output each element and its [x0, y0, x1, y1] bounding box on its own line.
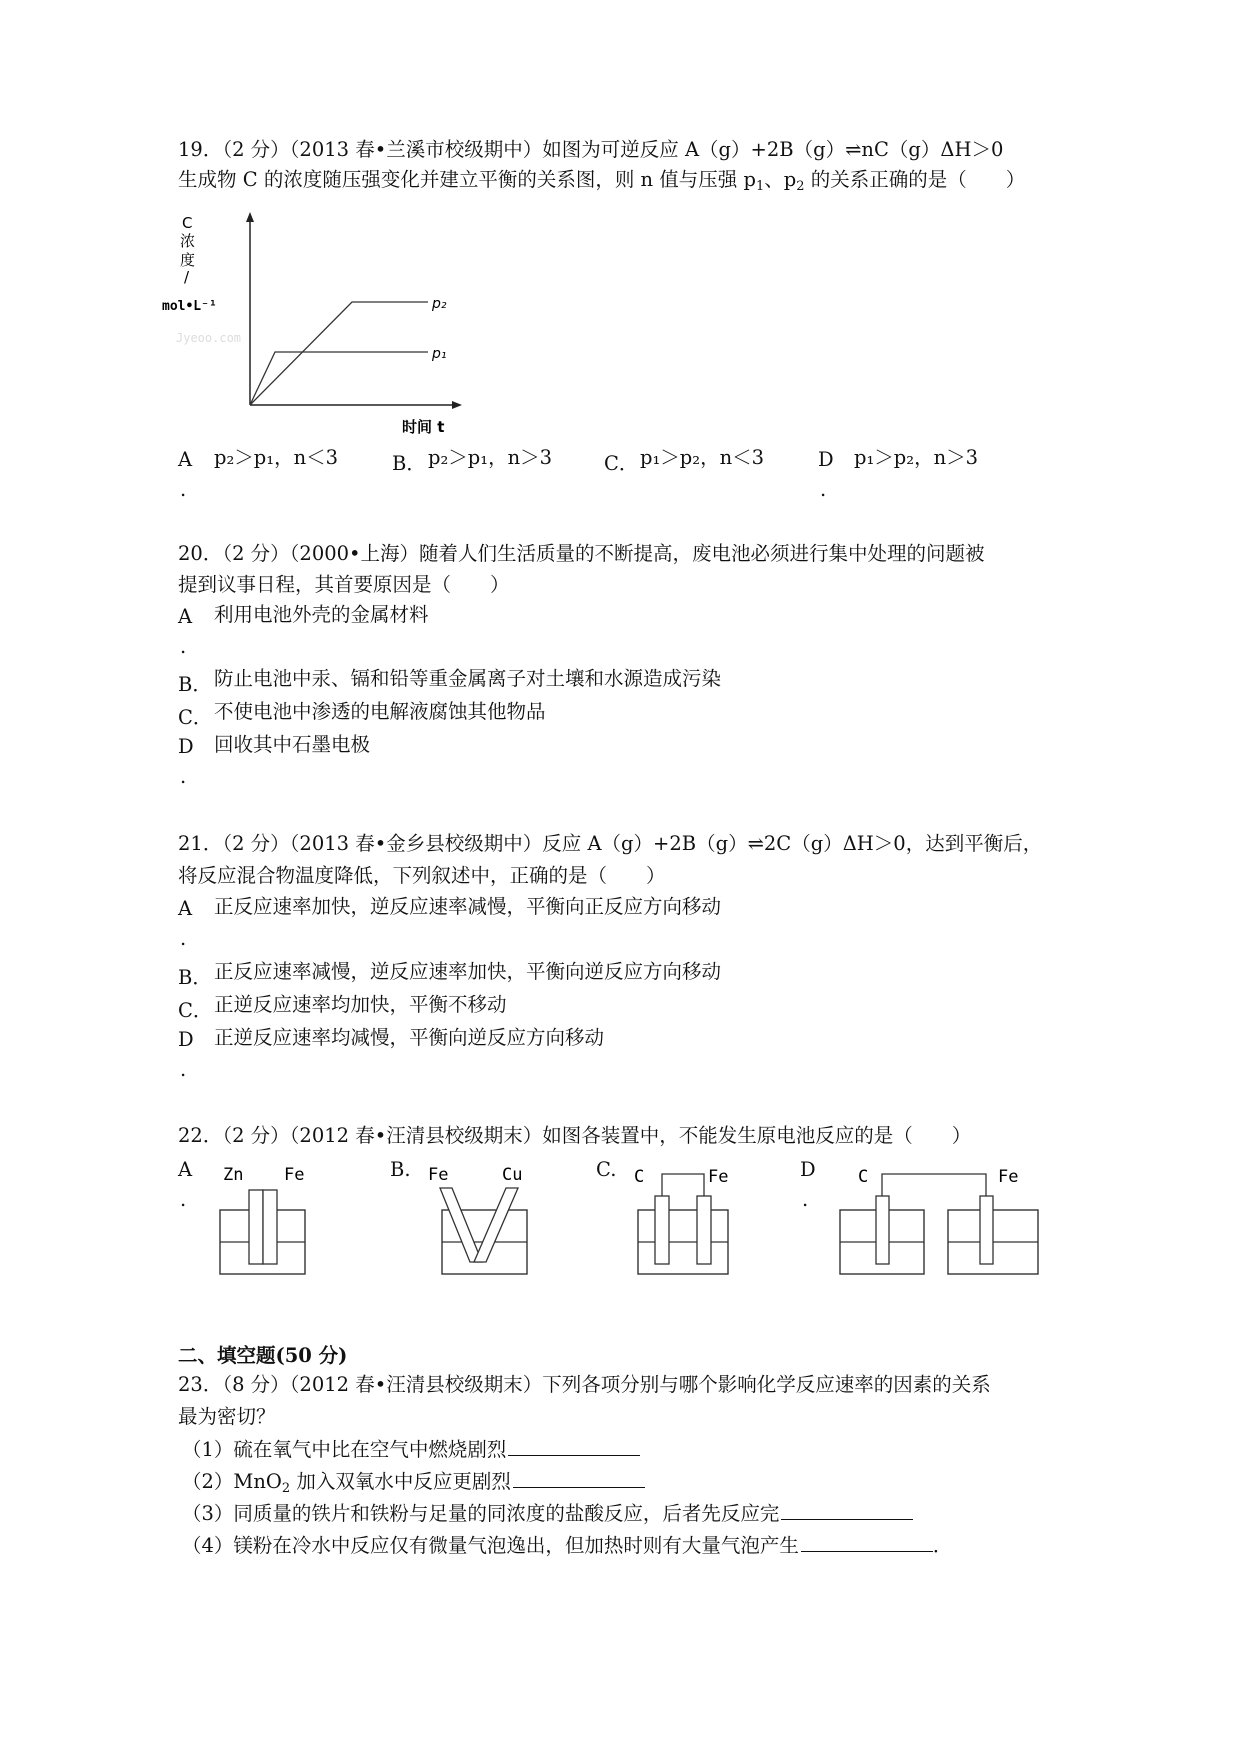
q23-item-3: （3）同质量的铁片和铁粉与足量的同浓度的盐酸反应，后者先反应完 [182, 1499, 913, 1528]
q22-apparatus-d [836, 1160, 1056, 1280]
answer-blank-2[interactable] [513, 1467, 645, 1488]
q23-item-2: （2）MnO$_2$ 加入双氧水中反应更剧烈 [182, 1467, 645, 1503]
y-label-unit: mol•L⁻¹ [162, 299, 217, 314]
electrode-fe [263, 1190, 277, 1264]
connecting-wire [662, 1174, 704, 1196]
q23-stem-line1: 23．（8 分）（2012 春•汪清县校级期末）下列各项分别与哪个影响化学反应速率的因素的关系 [178, 1373, 991, 1396]
electrode-label-c: C [858, 1167, 869, 1187]
electrode-label-c: C [634, 1167, 645, 1187]
y-label-du: 度 [180, 251, 196, 269]
electrode-fe [697, 1196, 711, 1264]
electrode-fe [440, 1188, 482, 1262]
electrode-fe [980, 1196, 993, 1264]
y-label-nong: 浓 [180, 232, 196, 250]
electrode-label-cu: Cu [502, 1165, 523, 1185]
curve-p2 [250, 302, 428, 405]
q23-item-1: （1）硫在氧气中比在空气中燃烧剧烈 [182, 1435, 640, 1464]
electrode-label-fe: Fe [708, 1167, 729, 1187]
answer-blank-3[interactable] [781, 1499, 913, 1520]
x-label: 时间 t [402, 418, 445, 436]
watermark: Jyeoo.com [176, 331, 242, 345]
q19-concentration-graph [162, 210, 470, 440]
electrode-label-fe: Fe [284, 1165, 305, 1185]
q20-stem-line1: 20．（2 分）（2000•上海）随着人们生活质量的不断提高，废电池必须进行集中处理的问题被 [178, 542, 985, 565]
exam-page: 19．（2 分）（2013 春•兰溪市校级期中）如图为可逆反应 A（g）+2B（g）⇌nC（g）ΔH＞0 生成物 C 的浓度随压强变化并建立平衡的关系图，则 n 值与压强 $p_1$、$p_2$ 的关系正确的是（ ） C 浓 度 / mol•L⁻¹ Jyeoo.com p₂ p₁ 时间 t A . p₂＞p₁，n＜3 B． p₂＞p₁，n＞3 C． p₁＞p₂，n＜3 D . p₁＞p₂，n＞3 20．（2 分）（2000•上海）随着人们生活质量的不断提高，废电池必须进行集中处理的问题被 提到议事日程，其首要原因是（ ） A 利用电池外壳的金属材料 . B． 防止电池中汞、镉和铅等重金属离子对土壤和水源造成污染 C． 不使电池中渗透的电解液腐蚀其他物品 D 回收其中石墨电极 . 21．（2 分）（2013 春•金乡县校级期中）反应 A（g）+2B（g）⇌2C（g）ΔH＞0，达到平衡后， 将反应混合物温度降低，下列叙述中，正确的是（ ） A 正反应速率加快，逆反应速率减慢，平衡向正反应方向移动 . B． 正反应速率减慢，逆反应速率加快，平衡向逆反应方向移动 C． 正逆反应速率均加快，平衡不移动 D 正逆反应速率均减慢，平衡向逆反应方向移动 . 22．（2 分）（2012 春•汪清县校级期末）如图各装置中，不能发生原电池反应的是（ ） A . Zn Fe B. Fe Cu C. C Fe D . C Fe 二、填空题(50 分) 23．（8 分）（2012 春•汪清县校级期末）下列各项分别与哪个影响化学反应速率的因素的关系 最为密切？ （1）硫在氧气中比在空气中燃烧剧烈 （2）MnO$_2$ 加入双氧水中反应更剧烈 （3）同质量的铁片和铁粉与足量的同浓度的盐酸反应，后者先反应完 （4）镁粉在冷水中反应仅有微量气泡逸出，但加热时则有大量气泡产生 ． [0, 0, 1241, 1754]
q21-stem-line1: 21．（2 分）（2013 春•金乡县校级期中）反应 A（g）+2B（g）⇌2C（g）ΔH＞0，达到平衡后， [178, 832, 1043, 855]
curve-p1-label: p₁ [432, 346, 447, 362]
q23-stem-line2: 最为密切？ [178, 1405, 276, 1428]
electrode-label-fe: Fe [428, 1165, 449, 1185]
q19-stem-line1: 19．（2 分）（2013 春•兰溪市校级期中）如图为可逆反应 A（g）+2B（g）⇌nC（g）ΔH＞0 [178, 138, 1004, 161]
answer-blank-4[interactable] [801, 1531, 933, 1552]
q22-apparatus-a [210, 1160, 320, 1280]
electrode-label-zn: Zn [223, 1165, 244, 1185]
electrode-label-fe: Fe [998, 1167, 1019, 1187]
electrode-zn [249, 1190, 263, 1264]
electrode-c [655, 1196, 669, 1264]
x-axis-arrow [452, 401, 462, 409]
q22-apparatus-b [420, 1160, 540, 1280]
electrode-c [876, 1196, 889, 1264]
section-heading: 二、填空题(50 分) [178, 1344, 348, 1367]
y-label-slash: / [184, 268, 190, 286]
q22-stem-line1: 22．（2 分）（2012 春•汪清县校级期末）如图各装置中，不能发生原电池反应的是（ ） [178, 1124, 972, 1147]
electrode-cu [474, 1188, 518, 1262]
y-axis-arrow [246, 212, 254, 222]
q20-stem-line2: 提到议事日程，其首要原因是（ ） [178, 573, 510, 596]
q19-stem-line2: 生成物 C 的浓度随压强变化并建立平衡的关系图，则 n 值与压强 $p_1$、$p_2$ 的关系正确的是（ ） [178, 168, 1026, 194]
y-label-c: C [182, 214, 193, 232]
answer-blank-1[interactable] [508, 1435, 640, 1456]
q23-item-4: （4）镁粉在冷水中反应仅有微量气泡逸出，但加热时则有大量气泡产生 ． [182, 1531, 952, 1560]
q22-apparatus-c [626, 1160, 746, 1280]
curve-p2-label: p₂ [432, 296, 447, 312]
q21-stem-line2: 将反应混合物温度降低，下列叙述中，正确的是（ ） [178, 864, 666, 887]
connecting-wire [882, 1174, 986, 1196]
